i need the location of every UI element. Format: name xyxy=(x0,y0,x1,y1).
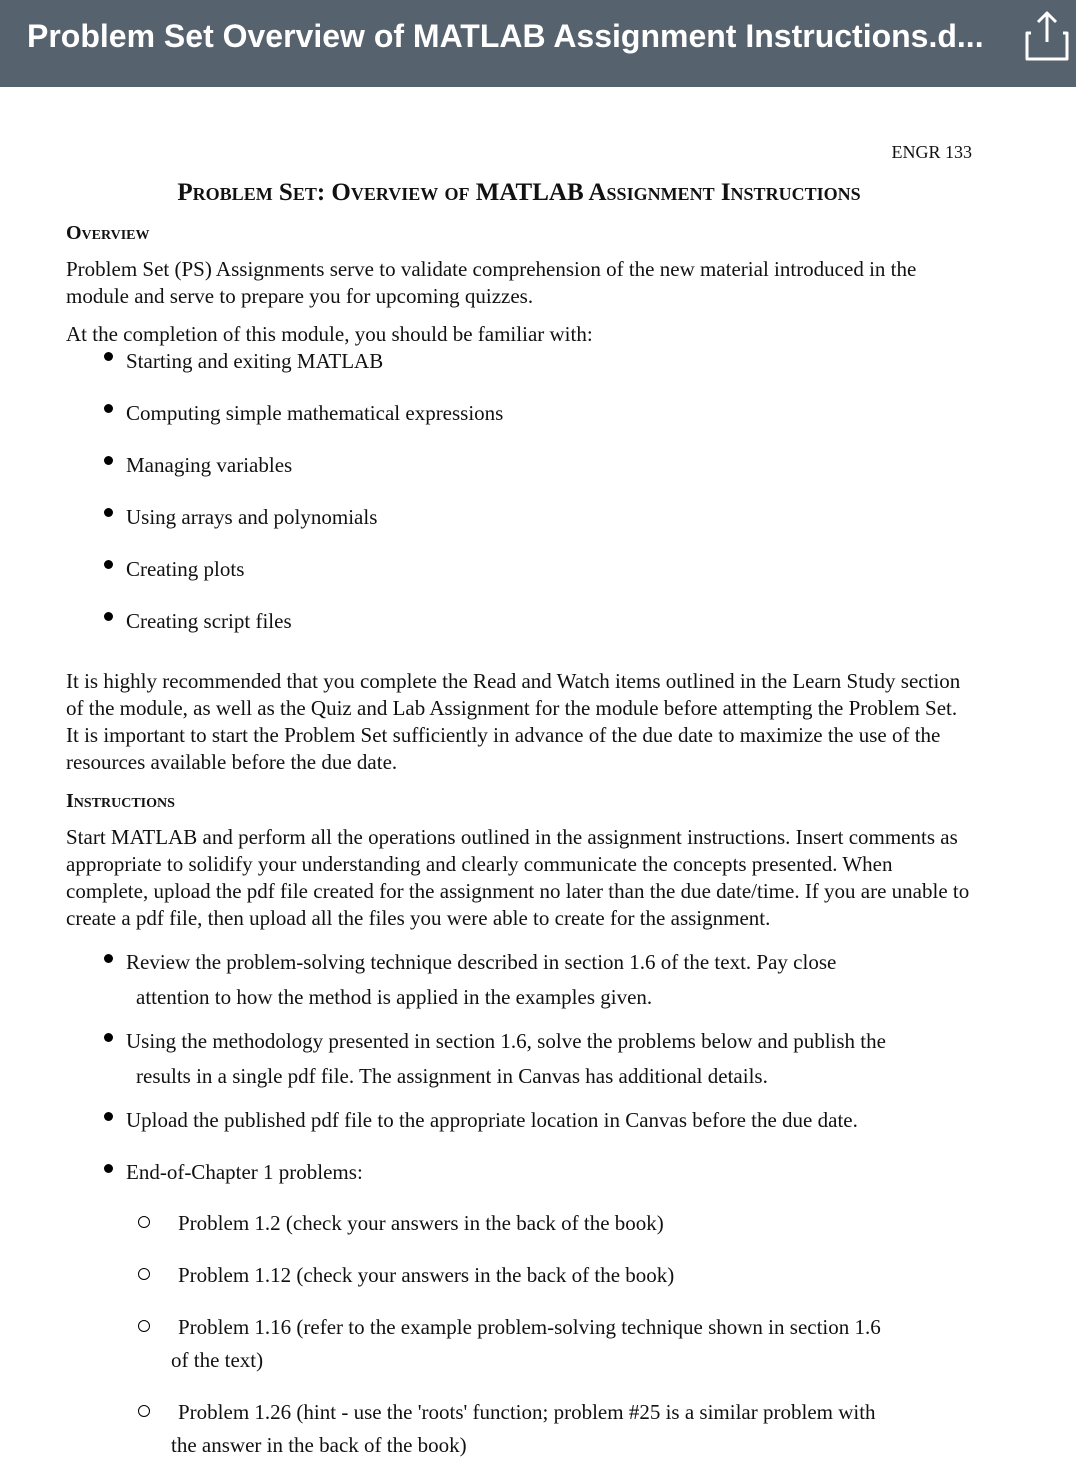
bullet-icon xyxy=(104,404,113,413)
circle-bullet-icon xyxy=(138,1268,150,1280)
circle-bullet-icon xyxy=(138,1320,150,1332)
bullet-icon xyxy=(104,1112,113,1121)
bullet-icon xyxy=(104,560,113,569)
bullet-icon xyxy=(104,352,113,361)
list-item: Using the methodology presented in section 1.6, solve the problems below and publish the results in a single pdf file. The assignment in Canvas has additional details. xyxy=(66,1024,972,1094)
circle-bullet-icon xyxy=(138,1405,150,1417)
recommendation-paragraph: It is highly recommended that you complete the Read and Watch items outlined in the Learn Study section of the module, as well as the Quiz and Lab Assignment for the module before attempting the Problem Set. It is important to start the Problem Set sufficiently in advance of the due date to maximize the use of the resources available before the due date. xyxy=(66,669,961,774)
overview-paragraph: Problem Set (PS) Assignments serve to validate comprehension of the new material introduced in the module and serve to prepare you for upcoming quizzes. xyxy=(66,257,917,308)
problems-list xyxy=(66,1207,972,1462)
course-code: ENGR 133 xyxy=(891,142,972,162)
list-item: Computing simple mathematical expressions xyxy=(66,400,972,452)
bullet-icon xyxy=(104,1164,113,1173)
document-body xyxy=(66,87,972,1481)
bullet-icon xyxy=(104,954,113,963)
topics-list xyxy=(66,348,972,660)
list-item: Creating script files xyxy=(66,608,972,660)
list-item: Problem 1.26 (hint - use the 'roots' function; problem #25 is a similar problem with the answer in the back of the book) xyxy=(66,1396,972,1462)
page-title: Problem Set: Overview of MATLAB Assignment Instructions xyxy=(177,179,861,206)
instructions-paragraph: Start MATLAB and perform all the operations outlined in the assignment instructions. Insert comments as appropriate to solidify your understanding and clearly communicate the concepts presented. When complete, upload the pdf file created for the assignment no later than the due date/time. If you are unable to create a pdf file, then upload all the files you were able to create for the assignment. xyxy=(66,825,970,930)
bullet-icon xyxy=(104,612,113,621)
list-item: Problem 1.2 (check your answers in the back of the book) xyxy=(66,1207,972,1240)
document-title: Problem Set Overview of MATLAB Assignment Instructions.d... xyxy=(27,18,984,54)
share-button[interactable] xyxy=(1022,8,1072,66)
list-item: Review the problem-solving technique described in section 1.6 of the text. Pay close attention to how the method is applied in the examples given. xyxy=(66,945,972,1015)
bullet-icon xyxy=(104,456,113,465)
steps-list xyxy=(66,945,972,1190)
list-item: End-of-Chapter 1 problems: xyxy=(66,1155,972,1190)
share-icon xyxy=(1022,8,1072,66)
list-item: Problem 1.12 (check your answers in the back of the book) xyxy=(66,1259,972,1292)
list-item: Starting and exiting MATLAB xyxy=(66,348,972,400)
list-item: Problem 1.16 (refer to the example problem-solving technique shown in section 1.6 of the text) xyxy=(66,1311,972,1377)
overview-heading: Overview xyxy=(66,222,150,244)
bullet-icon xyxy=(104,1033,113,1042)
instructions-heading: Instructions xyxy=(66,790,175,812)
bullet-icon xyxy=(104,508,113,517)
top-bar xyxy=(0,0,1076,87)
circle-bullet-icon xyxy=(138,1216,150,1228)
list-item: Upload the published pdf file to the appropriate location in Canvas before the due date. xyxy=(66,1103,972,1138)
overview-intro: At the completion of this module, you should be familiar with: xyxy=(66,322,593,346)
list-item: Managing variables xyxy=(66,452,972,504)
list-item: Using arrays and polynomials xyxy=(66,504,972,556)
list-item: Creating plots xyxy=(66,556,972,608)
